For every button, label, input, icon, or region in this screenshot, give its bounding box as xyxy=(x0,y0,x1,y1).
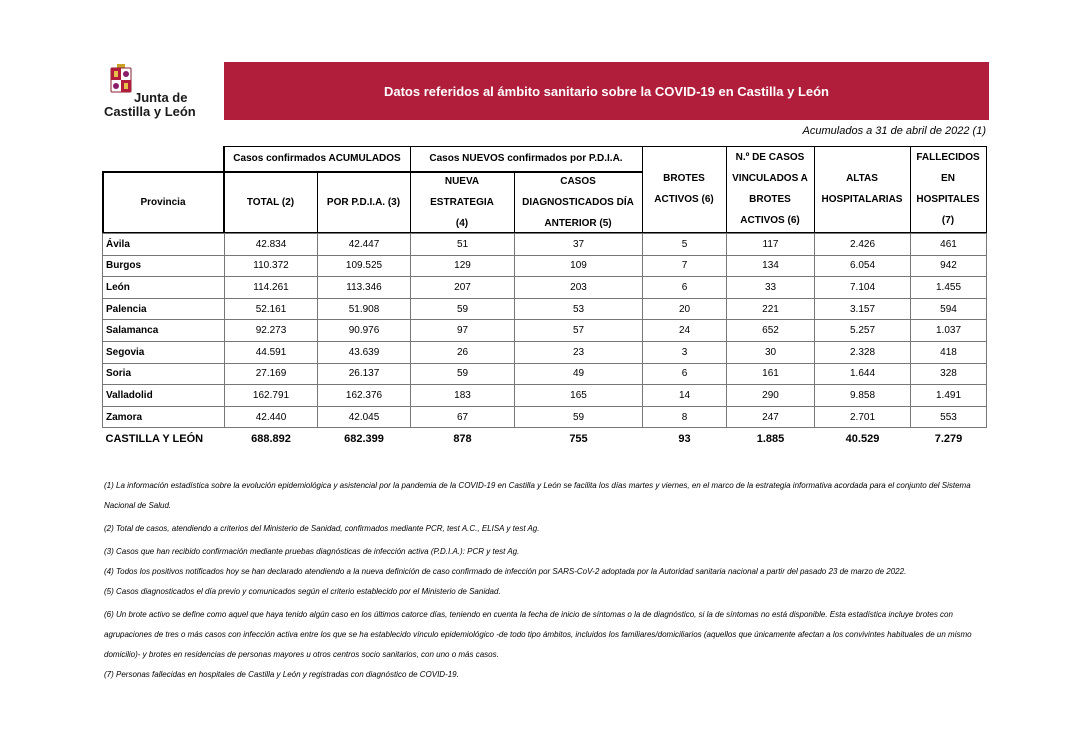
table-row xyxy=(103,277,987,299)
cell-altas: 1.644 xyxy=(815,363,911,385)
header-line xyxy=(642,146,643,234)
cell-brotes: 5 xyxy=(643,234,727,256)
cell-nueva: 51 xyxy=(411,234,515,256)
header-line xyxy=(910,146,911,234)
cell-nueva: 59 xyxy=(411,298,515,320)
table-row xyxy=(103,234,987,256)
table-row xyxy=(103,363,987,385)
cell-fallecidos: 942 xyxy=(911,255,987,277)
header-line xyxy=(317,172,318,234)
cell-fallecidos: 594 xyxy=(911,298,987,320)
cell-total: 52.161 xyxy=(225,298,318,320)
cell-fallecidos: 461 xyxy=(911,234,987,256)
col-header-total: TOTAL (2) xyxy=(246,196,295,208)
cell-diag: 203 xyxy=(515,277,643,299)
cell-total: 110.372 xyxy=(225,255,318,277)
cell-brotes: 20 xyxy=(643,298,727,320)
footnote: (4) Todos los positivos notificados hoy se han declarado atendiendo a la nueva definición de caso confirmado de infección por SARS-CoV-2 adoptada por la Autoridad sanitaria nacional a partir del pasado 23 de marzo de 2022. xyxy=(104,567,907,576)
cell-vinculados: 134 xyxy=(727,255,815,277)
cell-provincia: Soria xyxy=(103,363,225,385)
cell-altas: 7.104 xyxy=(815,277,911,299)
cell-brotes: 6 xyxy=(643,277,727,299)
cell-vinculados: 247 xyxy=(727,406,815,428)
cell-fallecidos: 328 xyxy=(911,363,987,385)
header-line xyxy=(726,146,727,234)
cell-brotes: 3 xyxy=(643,341,727,363)
cell-provincia: León xyxy=(103,277,225,299)
col-header-brotes: BROTES ACTIVOS (6) xyxy=(654,173,714,205)
col-header-casos-diag: CASOS DIAGNOSTICADOS DÍA ANTERIOR (5) xyxy=(522,175,634,229)
cell-brotes: 14 xyxy=(643,385,727,407)
table-row xyxy=(103,406,987,428)
cell-brotes: 8 xyxy=(643,406,727,428)
cell-provincia: Palencia xyxy=(103,298,225,320)
cell-total: 27.169 xyxy=(225,363,318,385)
cell-provincia: Segovia xyxy=(103,341,225,363)
header-line xyxy=(102,171,104,234)
cell-altas: 6.054 xyxy=(815,255,911,277)
covid-data-table xyxy=(102,233,987,450)
cell-nueva: 67 xyxy=(411,406,515,428)
col-header-provincia: Provincia xyxy=(140,196,186,208)
header-line xyxy=(986,146,987,234)
cell-fallecidos: 418 xyxy=(911,341,987,363)
cell-vinculados: 290 xyxy=(727,385,815,407)
cell-vinculados: 652 xyxy=(727,320,815,342)
cell-nueva: 59 xyxy=(411,363,515,385)
page-title: Datos referidos al ámbito sanitario sobre la COVID-19 en Castilla y León xyxy=(383,83,829,99)
cell-vinculados: 33 xyxy=(727,277,815,299)
cell-altas: 2.328 xyxy=(815,341,911,363)
cell-altas: 2.426 xyxy=(815,234,911,256)
cell-fallecidos: 1.455 xyxy=(911,277,987,299)
title-banner xyxy=(224,62,989,120)
footnote: (2) Total de casos, atendiendo a criterios del Ministerio de Sanidad, confirmados mediante PCR, test A.C., ELISA y test Ag. xyxy=(104,524,540,533)
total-total: 688.892 xyxy=(251,433,291,446)
col-header-nueva: NUEVA ESTRATEGIA (4) xyxy=(430,175,494,229)
cell-pdia: 90.976 xyxy=(318,320,411,342)
cell-pdia: 26.137 xyxy=(318,363,411,385)
total-nueva: 878 xyxy=(453,433,472,446)
total-fallecidos: 7.279 xyxy=(934,433,963,446)
header-line xyxy=(102,171,642,173)
cell-nueva: 97 xyxy=(411,320,515,342)
total-row xyxy=(103,428,987,450)
cell-provincia: Salamanca xyxy=(103,320,225,342)
cell-brotes: 7 xyxy=(643,255,727,277)
footnote: (1) La información estadística sobre la evolución epidemiológica y asistencial por la pandemia de la COVID-19 en Castilla y León se facilita los días martes y viernes, en el marco de la estrategia informativa acordada para el conjunto del Sistema Nacional de Salud. xyxy=(104,481,971,510)
total-brotes: 93 xyxy=(678,433,691,446)
cell-total: 92.273 xyxy=(225,320,318,342)
cell-nueva: 183 xyxy=(411,385,515,407)
col-header-pdia: POR P.D.I.A. (3) xyxy=(326,196,401,208)
cell-brotes: 24 xyxy=(643,320,727,342)
date-subtitle: Acumulados a 31 de abril de 2022 (1) xyxy=(802,125,986,137)
cell-total: 162.791 xyxy=(225,385,318,407)
table-row xyxy=(103,298,987,320)
footnote: (5) Casos diagnosticados el día previo y comunicados según el criterio establecido por el Ministerio de Sanidad. xyxy=(104,587,501,596)
coat-of-arms-icon xyxy=(108,64,134,100)
total-diag: 755 xyxy=(569,433,588,446)
cell-diag: 23 xyxy=(515,341,643,363)
cell-pdia: 42.045 xyxy=(318,406,411,428)
cell-brotes: 6 xyxy=(643,363,727,385)
table-row xyxy=(103,341,987,363)
table-row xyxy=(103,255,987,277)
cell-provincia: Burgos xyxy=(103,255,225,277)
cell-diag: 109 xyxy=(515,255,643,277)
cell-vinculados: 161 xyxy=(727,363,815,385)
logo-line-2: Castilla y León xyxy=(104,104,196,119)
cell-nueva: 26 xyxy=(411,341,515,363)
cell-total: 114.261 xyxy=(225,277,318,299)
cell-provincia: Valladolid xyxy=(103,385,225,407)
cell-provincia: Ávila xyxy=(103,234,225,256)
total-provincia: CASTILLA Y LEÓN xyxy=(105,433,204,446)
header-line xyxy=(814,146,815,234)
total-altas: 40.529 xyxy=(845,433,880,446)
junta-logo xyxy=(104,64,204,120)
footnote: (6) Un brote activo se define como aquel que haya tenido algún caso en los últimos catorce días, teniendo en cuenta la fecha de inicio de síntomas o la de diagnóstico, si la de síntomas no está disponible. Esta estadística incluye brotes con agrupaciones de tres o más casos con infección activa entre los que se ha establecido vínculo epidemiológico -de todo tipo ámbitos, incluidos los familiares/domiciliarios (aquellos que únicamente afectan a los convivintes habituales de un mismo domicilio)- y brotes en residencias de personas mayores u otros centros socio sanitarios, con uno o más casos. xyxy=(104,610,972,659)
cell-pdia: 42.447 xyxy=(318,234,411,256)
col-header-altas: ALTAS HOSPITALARIAS xyxy=(821,173,903,205)
cell-pdia: 51.908 xyxy=(318,298,411,320)
cell-diag: 59 xyxy=(515,406,643,428)
cell-pdia: 113.346 xyxy=(318,277,411,299)
footnote: (7) Personas fallecidas en hospitales de Castilla y León y registradas con diagnóstico de COVID-19. xyxy=(104,670,459,679)
cell-diag: 53 xyxy=(515,298,643,320)
header-line xyxy=(410,146,411,234)
footnotes xyxy=(104,476,984,685)
cell-nueva: 129 xyxy=(411,255,515,277)
total-vinculados: 1.885 xyxy=(756,433,785,446)
group-header-acumulados: Casos confirmados ACUMULADOS xyxy=(233,152,401,164)
cell-vinculados: 30 xyxy=(727,341,815,363)
cell-vinculados: 221 xyxy=(727,298,815,320)
cell-pdia: 43.639 xyxy=(318,341,411,363)
cell-pdia: 162.376 xyxy=(318,385,411,407)
cell-pdia: 109.525 xyxy=(318,255,411,277)
col-header-vinculados: N.º DE CASOS VINCULADOS A BROTES ACTIVOS (6) xyxy=(732,152,808,226)
cell-altas: 2.701 xyxy=(815,406,911,428)
cell-altas: 5.257 xyxy=(815,320,911,342)
header-line xyxy=(223,146,225,234)
cell-fallecidos: 1.037 xyxy=(911,320,987,342)
footnote: (3) Casos que han recibido confirmación mediante pruebas diagnósticas de infección activa (P.D.I.A.): PCR y test Ag. xyxy=(104,547,520,556)
cell-vinculados: 117 xyxy=(727,234,815,256)
logo-line-1: Junta de xyxy=(134,90,188,105)
total-pdia: 682.399 xyxy=(344,433,384,446)
cell-diag: 165 xyxy=(515,385,643,407)
table-row xyxy=(103,385,987,407)
cell-fallecidos: 1.491 xyxy=(911,385,987,407)
group-header-nuevos: Casos NUEVOS confirmados por P.D.I.A. xyxy=(429,152,623,164)
cell-total: 42.834 xyxy=(225,234,318,256)
cell-nueva: 207 xyxy=(411,277,515,299)
cell-altas: 3.157 xyxy=(815,298,911,320)
col-header-fallecidos: FALLECIDOS EN HOSPITALES (7) xyxy=(916,152,980,226)
table-row xyxy=(103,320,987,342)
header-line xyxy=(224,146,986,147)
cell-total: 44.591 xyxy=(225,341,318,363)
cell-diag: 49 xyxy=(515,363,643,385)
cell-diag: 37 xyxy=(515,234,643,256)
cell-altas: 9.858 xyxy=(815,385,911,407)
header-line xyxy=(514,172,515,234)
cell-diag: 57 xyxy=(515,320,643,342)
cell-provincia: Zamora xyxy=(103,406,225,428)
cell-fallecidos: 553 xyxy=(911,406,987,428)
cell-total: 42.440 xyxy=(225,406,318,428)
